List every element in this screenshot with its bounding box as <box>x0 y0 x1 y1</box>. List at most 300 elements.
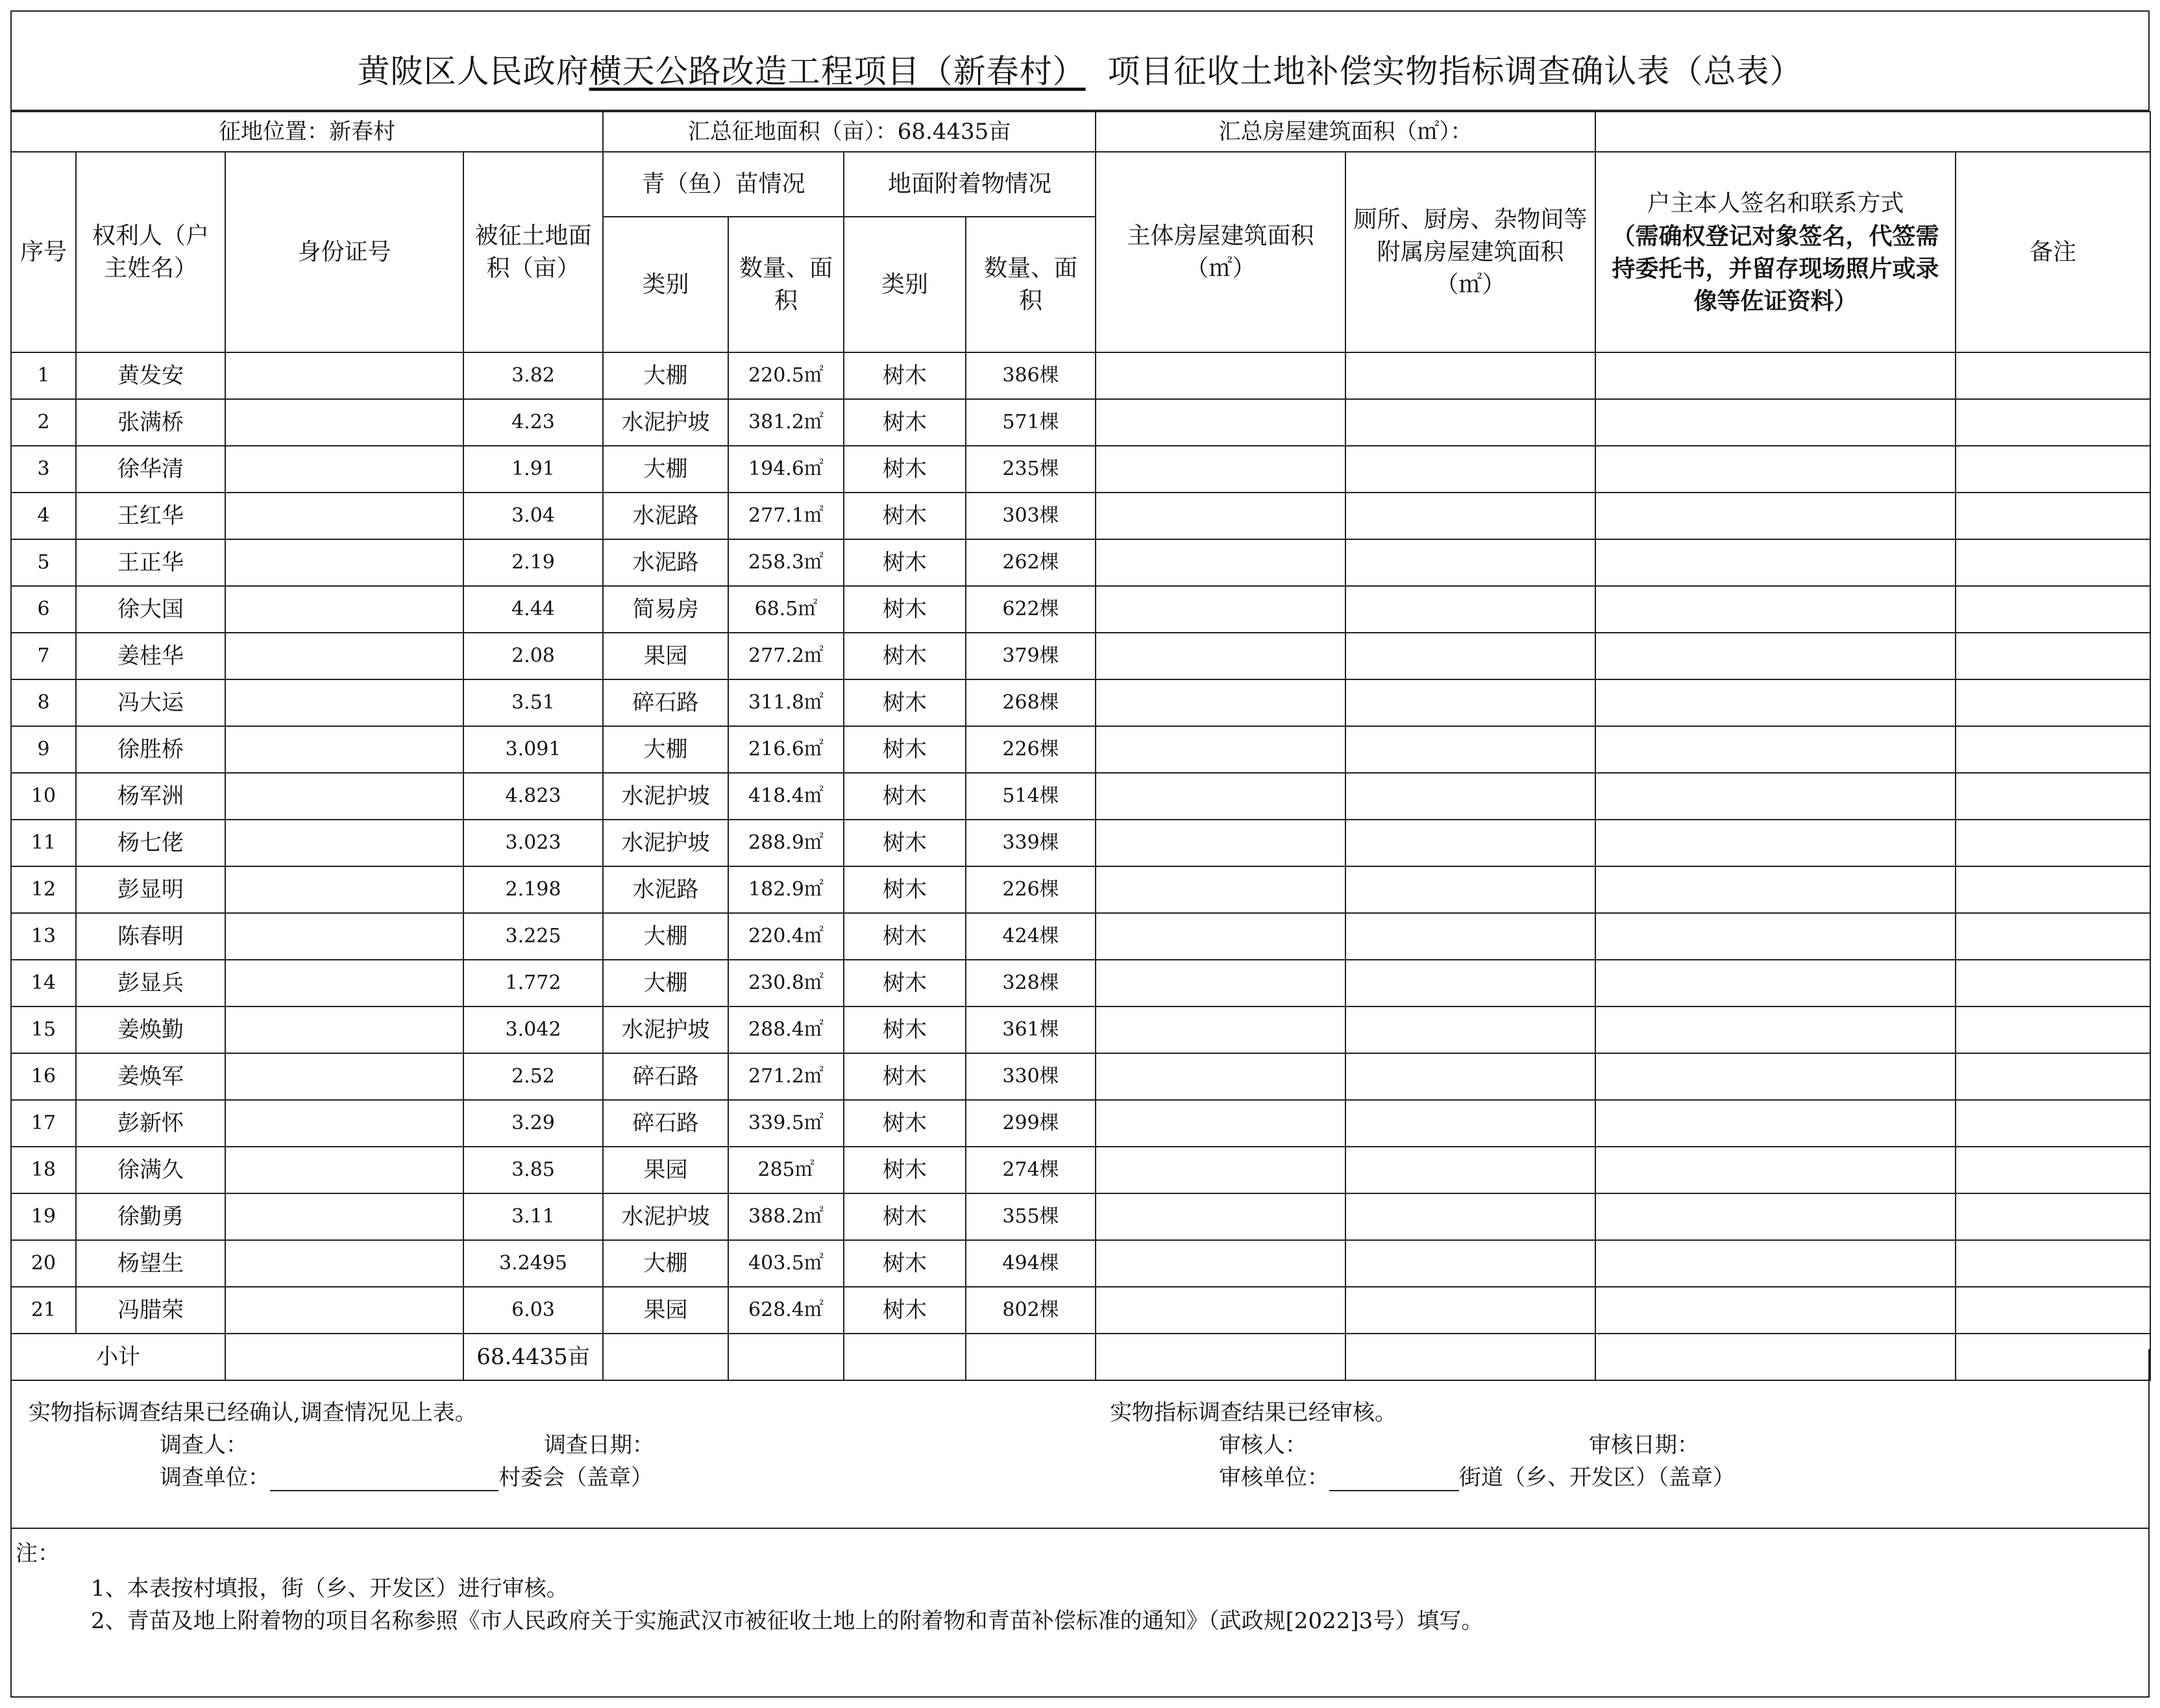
row-id-number <box>225 773 463 820</box>
header-aux-house: 厕所、厨房、杂物间等附属房屋建筑面积（㎡） <box>1345 152 1595 352</box>
row-crop-qty: 277.1㎡ <box>728 493 844 539</box>
row-aux-house <box>1345 726 1595 773</box>
row-land-area: 2.52 <box>463 1053 603 1100</box>
row-owner: 姜桂华 <box>76 633 225 679</box>
row-crop-type: 水泥护坡 <box>603 1006 728 1053</box>
row-signature <box>1595 913 1956 960</box>
table-row <box>11 633 2150 679</box>
row-signature <box>1595 1006 1956 1053</box>
row-attach-qty: 235棵 <box>966 446 1096 493</box>
row-id-number <box>225 1240 463 1287</box>
row-id-number <box>225 866 463 913</box>
row-remark <box>1956 1193 2150 1240</box>
row-land-area: 2.198 <box>463 866 603 913</box>
row-signature <box>1595 399 1956 446</box>
row-aux-house <box>1345 679 1595 726</box>
title-box <box>10 10 2150 111</box>
row-crop-type: 水泥路 <box>603 493 728 539</box>
row-seq: 16 <box>11 1053 76 1100</box>
row-attach-qty: 226棵 <box>966 866 1096 913</box>
row-seq: 7 <box>11 633 76 679</box>
row-aux-house <box>1345 866 1595 913</box>
row-land-area: 1.91 <box>463 446 603 493</box>
row-attach-qty: 514棵 <box>966 773 1096 820</box>
row-owner: 徐胜桥 <box>76 726 225 773</box>
row-attach-type: 树木 <box>844 960 966 1006</box>
header-crop-type: 类别 <box>603 217 728 352</box>
header-main-house: 主体房屋建筑面积（㎡） <box>1096 152 1345 352</box>
summary-blank <box>1595 112 2150 152</box>
row-land-area: 3.091 <box>463 726 603 773</box>
row-seq: 2 <box>11 399 76 446</box>
header-signature <box>1595 152 1956 352</box>
survey-table <box>10 111 2151 1381</box>
row-aux-house <box>1345 352 1595 399</box>
row-aux-house <box>1345 1006 1595 1053</box>
row-remark <box>1956 1287 2150 1334</box>
table-row <box>11 913 2150 960</box>
summary-row <box>11 112 2150 152</box>
row-seq: 1 <box>11 352 76 399</box>
row-owner: 杨望生 <box>76 1240 225 1287</box>
row-attach-qty: 494棵 <box>966 1240 1096 1287</box>
confirm-statement: 实物指标调查结果已经确认,调查情况见上表。 <box>29 1400 477 1426</box>
row-crop-qty: 220.5㎡ <box>728 352 844 399</box>
row-land-area: 4.23 <box>463 399 603 446</box>
row-signature <box>1595 493 1956 539</box>
row-attach-type: 树木 <box>844 1147 966 1193</box>
row-aux-house <box>1345 960 1595 1006</box>
row-signature <box>1595 446 1956 493</box>
row-signature <box>1595 1100 1956 1147</box>
row-crop-type: 碎石路 <box>603 679 728 726</box>
row-remark <box>1956 1053 2150 1100</box>
investigate-date-label: 调查日期： <box>544 1432 654 1458</box>
row-signature <box>1595 773 1956 820</box>
row-seq: 8 <box>11 679 76 726</box>
row-attach-type: 树木 <box>844 1053 966 1100</box>
row-seq: 9 <box>11 726 76 773</box>
header-crop-qty: 数量、面积 <box>728 217 844 352</box>
row-attach-qty: 268棵 <box>966 679 1096 726</box>
row-crop-qty: 288.9㎡ <box>728 820 844 866</box>
row-aux-house <box>1345 1053 1595 1100</box>
title-suffix: 项目征收土地补偿实物指标调查确认表（总表） <box>1107 53 1803 90</box>
investigate-unit-blank[interactable] <box>270 1467 498 1491</box>
row-seq: 20 <box>11 1240 76 1287</box>
row-remark <box>1956 679 2150 726</box>
row-land-area: 4.44 <box>463 586 603 633</box>
row-owner: 姜焕勤 <box>76 1006 225 1053</box>
row-main-house <box>1096 1006 1345 1053</box>
header-seq: 序号 <box>11 152 76 352</box>
total-land-area: 汇总征地面积（亩）：68.4435亩 <box>603 112 1096 152</box>
row-crop-type: 大棚 <box>603 352 728 399</box>
row-land-area: 3.82 <box>463 352 603 399</box>
row-remark <box>1956 1147 2150 1193</box>
row-id-number <box>225 633 463 679</box>
row-attach-type: 树木 <box>844 352 966 399</box>
table-row <box>11 1287 2150 1334</box>
review-statement: 实物指标调查结果已经审核。 <box>1110 1400 1397 1426</box>
confirmation-section <box>10 1349 2150 1529</box>
row-remark <box>1956 866 2150 913</box>
table-row <box>11 866 2150 913</box>
table-row <box>11 1147 2150 1193</box>
row-crop-type: 碎石路 <box>603 1100 728 1147</box>
row-crop-type: 果园 <box>603 633 728 679</box>
row-main-house <box>1096 679 1345 726</box>
row-attach-type: 树木 <box>844 1100 966 1147</box>
table-row <box>11 820 2150 866</box>
row-crop-qty: 258.3㎡ <box>728 539 844 586</box>
row-main-house <box>1096 913 1345 960</box>
row-signature <box>1595 539 1956 586</box>
header-id-number: 身份证号 <box>225 152 463 352</box>
row-main-house <box>1096 820 1345 866</box>
total-label: 小计 <box>11 1334 225 1380</box>
row-main-house <box>1096 352 1345 399</box>
row-remark <box>1956 493 2150 539</box>
table-row <box>11 493 2150 539</box>
table-row <box>11 1100 2150 1147</box>
row-remark <box>1956 1006 2150 1053</box>
row-crop-qty: 220.4㎡ <box>728 913 844 960</box>
row-remark <box>1956 352 2150 399</box>
row-attach-qty: 226棵 <box>966 726 1096 773</box>
row-crop-qty: 388.2㎡ <box>728 1193 844 1240</box>
row-crop-type: 水泥路 <box>603 866 728 913</box>
row-owner: 冯腊荣 <box>76 1287 225 1334</box>
row-crop-qty: 285㎡ <box>728 1147 844 1193</box>
row-aux-house <box>1345 913 1595 960</box>
row-crop-qty: 230.8㎡ <box>728 960 844 1006</box>
row-attach-type: 树木 <box>844 1006 966 1053</box>
row-owner: 徐大国 <box>76 586 225 633</box>
row-attach-qty: 330棵 <box>966 1053 1096 1100</box>
row-crop-qty: 311.8㎡ <box>728 679 844 726</box>
review-unit <box>1219 1459 1735 1491</box>
row-aux-house <box>1345 446 1595 493</box>
review-date-label: 审核日期： <box>1589 1432 1699 1458</box>
notes-section <box>10 1529 2150 1698</box>
row-seq: 5 <box>11 539 76 586</box>
row-aux-house <box>1345 820 1595 866</box>
row-attach-qty: 339棵 <box>966 820 1096 866</box>
row-main-house <box>1096 633 1345 679</box>
row-signature <box>1595 1287 1956 1334</box>
row-seq: 17 <box>11 1100 76 1147</box>
header-attach-type: 类别 <box>844 217 966 352</box>
row-signature <box>1595 1193 1956 1240</box>
row-land-area: 3.29 <box>463 1100 603 1147</box>
reviewer-label: 审核人： <box>1219 1432 1307 1458</box>
header-crops-group: 青（鱼）苗情况 <box>603 152 844 217</box>
row-aux-house <box>1345 539 1595 586</box>
row-attach-type: 树木 <box>844 493 966 539</box>
table-row <box>11 1240 2150 1287</box>
row-remark <box>1956 633 2150 679</box>
row-attach-qty: 424棵 <box>966 913 1096 960</box>
row-id-number <box>225 1053 463 1100</box>
row-owner: 彭显兵 <box>76 960 225 1006</box>
row-crop-type: 简易房 <box>603 586 728 633</box>
row-signature <box>1595 1240 1956 1287</box>
row-owner: 张满桥 <box>76 399 225 446</box>
table-row <box>11 586 2150 633</box>
header-row-1 <box>11 152 2150 217</box>
row-owner: 徐满久 <box>76 1147 225 1193</box>
row-attach-qty: 355棵 <box>966 1193 1096 1240</box>
row-main-house <box>1096 1100 1345 1147</box>
row-main-house <box>1096 773 1345 820</box>
row-attach-qty: 571棵 <box>966 399 1096 446</box>
note-item: 1、本表按村填报，街（乡、开发区）进行审核。 <box>91 1576 569 1602</box>
row-crop-qty: 418.4㎡ <box>728 773 844 820</box>
row-crop-qty: 339.5㎡ <box>728 1100 844 1147</box>
row-land-area: 3.51 <box>463 679 603 726</box>
row-signature <box>1595 679 1956 726</box>
header-remark: 备注 <box>1956 152 2150 352</box>
row-seq: 6 <box>11 586 76 633</box>
row-owner: 杨军洲 <box>76 773 225 820</box>
row-land-area: 3.042 <box>463 1006 603 1053</box>
row-remark <box>1956 913 2150 960</box>
table-row <box>11 1006 2150 1053</box>
village-stamp-label: 村委会（盖章） <box>498 1465 653 1491</box>
row-aux-house <box>1345 586 1595 633</box>
row-remark <box>1956 539 2150 586</box>
row-attach-type: 树木 <box>844 539 966 586</box>
table-row <box>11 960 2150 1006</box>
row-signature <box>1595 352 1956 399</box>
row-land-area: 3.11 <box>463 1193 603 1240</box>
row-crop-qty: 216.6㎡ <box>728 726 844 773</box>
row-crop-qty: 68.5㎡ <box>728 586 844 633</box>
row-signature <box>1595 586 1956 633</box>
row-land-area: 4.823 <box>463 773 603 820</box>
row-remark <box>1956 1240 2150 1287</box>
row-attach-type: 树木 <box>844 1287 966 1334</box>
table-row <box>11 773 2150 820</box>
row-aux-house <box>1345 399 1595 446</box>
row-land-area: 3.2495 <box>463 1240 603 1287</box>
table-row <box>11 539 2150 586</box>
row-seq: 19 <box>11 1193 76 1240</box>
row-crop-qty: 288.4㎡ <box>728 1006 844 1053</box>
title-project-name: 横天公路改造工程项目（新春村） <box>589 53 1086 90</box>
row-aux-house <box>1345 1287 1595 1334</box>
row-main-house <box>1096 1053 1345 1100</box>
note-item: 2、青苗及地上附着物的项目名称参照《市人民政府关于实施武汉市被征收土地上的附着物和青苗补偿标准的通知》（武政规[2022]3号）填写。 <box>91 1608 1484 1634</box>
investigate-unit <box>160 1459 653 1491</box>
row-owner: 彭显明 <box>76 866 225 913</box>
row-remark <box>1956 1100 2150 1147</box>
table-row <box>11 1193 2150 1240</box>
total-building-area: 汇总房屋建筑面积（㎡）： <box>1096 112 1595 152</box>
row-seq: 15 <box>11 1006 76 1053</box>
row-remark <box>1956 773 2150 820</box>
row-attach-type: 树木 <box>844 726 966 773</box>
table-row <box>11 679 2150 726</box>
row-id-number <box>225 1100 463 1147</box>
row-attach-type: 树木 <box>844 913 966 960</box>
row-main-house <box>1096 1147 1345 1193</box>
total-area: 68.4435亩 <box>463 1334 603 1380</box>
row-owner: 彭新怀 <box>76 1100 225 1147</box>
row-id-number <box>225 493 463 539</box>
compensation-survey-sheet <box>10 10 2150 1698</box>
row-remark <box>1956 820 2150 866</box>
row-id-number <box>225 960 463 1006</box>
row-remark <box>1956 399 2150 446</box>
row-main-house <box>1096 1287 1345 1334</box>
row-remark <box>1956 586 2150 633</box>
row-id-number <box>225 726 463 773</box>
row-id-number <box>225 1147 463 1193</box>
row-attach-qty: 262棵 <box>966 539 1096 586</box>
row-signature <box>1595 1147 1956 1193</box>
row-crop-qty: 628.4㎡ <box>728 1287 844 1334</box>
row-crop-type: 水泥护坡 <box>603 1193 728 1240</box>
review-unit-blank[interactable] <box>1329 1467 1459 1491</box>
row-aux-house <box>1345 1240 1595 1287</box>
row-attach-type: 树木 <box>844 866 966 913</box>
row-attach-type: 树木 <box>844 446 966 493</box>
row-attach-qty: 328棵 <box>966 960 1096 1006</box>
row-attach-qty: 274棵 <box>966 1147 1096 1193</box>
row-seq: 10 <box>11 773 76 820</box>
row-attach-type: 树木 <box>844 679 966 726</box>
row-land-area: 3.85 <box>463 1147 603 1193</box>
row-signature <box>1595 960 1956 1006</box>
row-signature <box>1595 726 1956 773</box>
row-crop-type: 水泥护坡 <box>603 399 728 446</box>
row-attach-type: 树木 <box>844 1240 966 1287</box>
table-row <box>11 399 2150 446</box>
table-row <box>11 726 2150 773</box>
header-land-area: 被征土地面积（亩） <box>463 152 603 352</box>
row-land-area: 3.225 <box>463 913 603 960</box>
row-id-number <box>225 399 463 446</box>
row-id-number <box>225 586 463 633</box>
row-crop-type: 水泥护坡 <box>603 820 728 866</box>
row-owner: 徐勤勇 <box>76 1193 225 1240</box>
row-id-number <box>225 1287 463 1334</box>
row-land-area: 2.08 <box>463 633 603 679</box>
row-main-house <box>1096 866 1345 913</box>
row-attach-qty: 299棵 <box>966 1100 1096 1147</box>
row-id-number <box>225 679 463 726</box>
row-crop-qty: 381.2㎡ <box>728 399 844 446</box>
review-unit-label: 审核单位： <box>1219 1465 1329 1491</box>
row-signature <box>1595 633 1956 679</box>
row-attach-type: 树木 <box>844 820 966 866</box>
row-owner: 杨七佬 <box>76 820 225 866</box>
row-main-house <box>1096 493 1345 539</box>
row-attach-type: 树木 <box>844 399 966 446</box>
row-crop-type: 碎石路 <box>603 1053 728 1100</box>
row-main-house <box>1096 586 1345 633</box>
row-attach-qty: 386棵 <box>966 352 1096 399</box>
table-body <box>11 352 2150 1334</box>
row-land-area: 3.023 <box>463 820 603 866</box>
row-attach-qty: 802棵 <box>966 1287 1096 1334</box>
row-crop-qty: 182.9㎡ <box>728 866 844 913</box>
row-crop-type: 大棚 <box>603 726 728 773</box>
row-crop-qty: 271.2㎡ <box>728 1053 844 1100</box>
row-seq: 12 <box>11 866 76 913</box>
row-attach-qty: 379棵 <box>966 633 1096 679</box>
row-main-house <box>1096 960 1345 1006</box>
row-attach-qty: 361棵 <box>966 1006 1096 1053</box>
row-crop-type: 果园 <box>603 1287 728 1334</box>
row-main-house <box>1096 539 1345 586</box>
row-attach-type: 树木 <box>844 773 966 820</box>
row-id-number <box>225 820 463 866</box>
row-owner: 陈春明 <box>76 913 225 960</box>
row-attach-qty: 622棵 <box>966 586 1096 633</box>
row-id-number <box>225 446 463 493</box>
title-prefix: 黄陂区人民政府 <box>357 53 589 90</box>
row-attach-qty: 303棵 <box>966 493 1096 539</box>
row-seq: 11 <box>11 820 76 866</box>
row-id-number <box>225 539 463 586</box>
page-title <box>12 45 2148 92</box>
row-aux-house <box>1345 493 1595 539</box>
row-main-house <box>1096 446 1345 493</box>
row-land-area: 2.19 <box>463 539 603 586</box>
row-signature <box>1595 1053 1956 1100</box>
row-seq: 14 <box>11 960 76 1006</box>
row-owner: 姜焕军 <box>76 1053 225 1100</box>
row-crop-type: 水泥路 <box>603 539 728 586</box>
row-crop-type: 大棚 <box>603 1240 728 1287</box>
row-seq: 18 <box>11 1147 76 1193</box>
row-aux-house <box>1345 773 1595 820</box>
row-main-house <box>1096 1240 1345 1287</box>
row-signature <box>1595 820 1956 866</box>
row-aux-house <box>1345 633 1595 679</box>
row-aux-house <box>1345 1193 1595 1240</box>
row-signature <box>1595 866 1956 913</box>
row-aux-house <box>1345 1147 1595 1193</box>
row-remark <box>1956 446 2150 493</box>
row-attach-type: 树木 <box>844 1193 966 1240</box>
row-id-number <box>225 352 463 399</box>
row-land-area: 1.772 <box>463 960 603 1006</box>
row-crop-qty: 194.6㎡ <box>728 446 844 493</box>
row-seq: 21 <box>11 1287 76 1334</box>
signature-title: 户主本人签名和联系方式 <box>1647 189 1904 217</box>
row-attach-type: 树木 <box>844 633 966 679</box>
row-remark <box>1956 960 2150 1006</box>
row-main-house <box>1096 726 1345 773</box>
row-remark <box>1956 726 2150 773</box>
row-owner: 黄发安 <box>76 352 225 399</box>
row-crop-type: 果园 <box>603 1147 728 1193</box>
row-id-number <box>225 1006 463 1053</box>
row-owner: 王正华 <box>76 539 225 586</box>
row-owner: 王红华 <box>76 493 225 539</box>
header-attach-qty: 数量、面积 <box>966 217 1096 352</box>
row-aux-house <box>1345 1100 1595 1147</box>
row-seq: 4 <box>11 493 76 539</box>
land-location: 征地位置：新春村 <box>11 112 603 152</box>
investigator-label: 调查人： <box>160 1432 248 1458</box>
row-main-house <box>1096 399 1345 446</box>
table-row <box>11 352 2150 399</box>
